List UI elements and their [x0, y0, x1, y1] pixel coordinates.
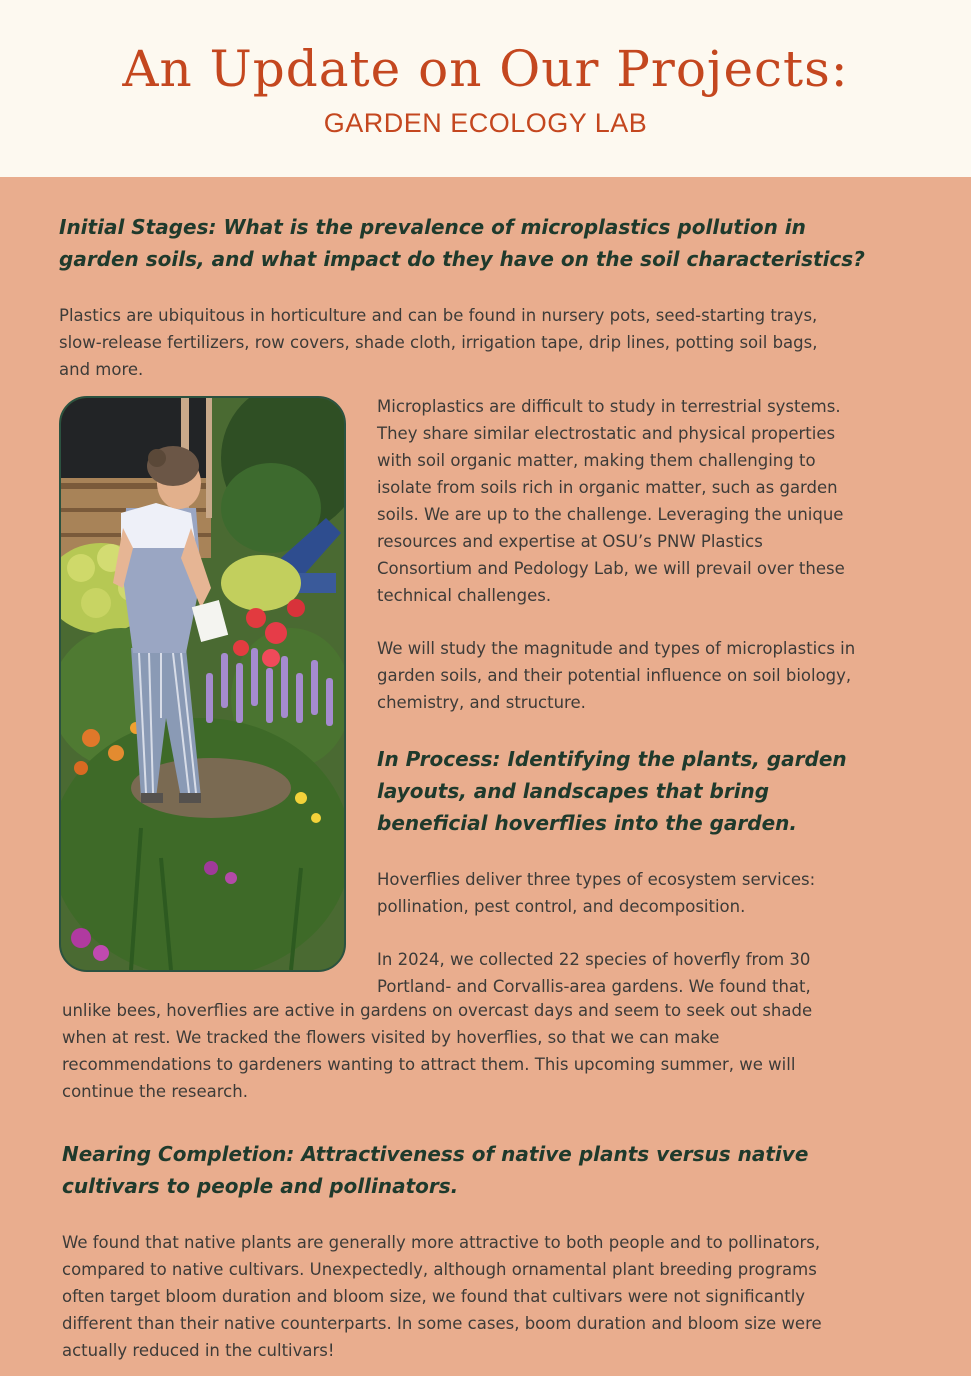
text-line: Microplastics are difficult to study in terrestrial systems.	[377, 397, 841, 416]
text-line: In 2024, we collected 22 species of hoverfly from 30	[377, 950, 811, 969]
text-line: Portland- and Corvallis-area gardens. We found that,	[377, 977, 811, 996]
garden-photo	[59, 396, 346, 972]
native-cultivars-paragraph	[62, 1229, 957, 1364]
text-line: We will study the magnitude and types of microplastics in	[377, 639, 856, 658]
in-process-heading	[377, 743, 957, 839]
text-line: pollination, pest control, and decomposition.	[377, 897, 746, 916]
initial-stages-heading	[59, 211, 959, 275]
text-line: often target bloom duration and bloom size, we found that cultivars were not significantly	[62, 1287, 806, 1306]
heading-line: Nearing Completion: Attractiveness of native plants versus native	[62, 1142, 809, 1166]
microplastics-paragraph-2	[377, 635, 957, 716]
initial-intro-paragraph	[59, 302, 949, 383]
text-line: chemistry, and structure.	[377, 693, 586, 712]
intro-line-3: and more.	[59, 360, 144, 379]
heading-line: layouts, and landscapes that bring	[377, 779, 770, 803]
heading-line: beneficial hoverflies into the garden.	[377, 811, 797, 835]
page-title: An Update on Our Projects:	[122, 40, 849, 98]
text-line: with soil organic matter, making them challenging to	[377, 451, 816, 470]
text-line: soils. We are up to the challenge. Leveraging the unique	[377, 505, 844, 524]
heading-line: In Process: Identifying the plants, garden	[377, 747, 847, 771]
text-line: recommendations to gardeners wanting to attract them. This upcoming summer, we will	[62, 1055, 796, 1074]
text-line: different than their native counterparts. In some cases, boom duration and bloom size were	[62, 1314, 822, 1333]
text-line: continue the research.	[62, 1082, 248, 1101]
intro-line-2: slow-release fertilizers, row covers, shade cloth, irrigation tape, drip lines, potting soil bags,	[59, 333, 818, 352]
intro-line-1: Plastics are ubiquitous in horticulture and can be found in nursery pots, seed-starting trays,	[59, 306, 818, 325]
page-subtitle: GARDEN ECOLOGY LAB	[323, 108, 648, 138]
text-line: resources and expertise at OSU’s PNW Plastics	[377, 532, 763, 551]
text-line: compared to native cultivars. Unexpectedly, although ornamental plant breeding programs	[62, 1260, 817, 1279]
hoverfly-findings-paragraph-bottom	[62, 997, 952, 1105]
text-line: unlike bees, hoverflies are active in gardens on overcast days and seem to seek out shade	[62, 1001, 813, 1020]
text-line: actually reduced in the cultivars!	[62, 1341, 335, 1360]
text-line: Consortium and Pedology Lab, we will prevail over these	[377, 559, 845, 578]
nearing-completion-heading	[62, 1138, 952, 1202]
text-line: We found that native plants are generally more attractive to both people and to pollinators,	[62, 1233, 821, 1252]
initial-heading-line-2: garden soils, and what impact do they have on the soil characteristics?	[59, 247, 865, 271]
text-line: technical challenges.	[377, 586, 552, 605]
text-line: They share similar electrostatic and physical properties	[377, 424, 836, 443]
hoverfly-findings-paragraph-top	[377, 946, 957, 1000]
initial-heading-line-1: Initial Stages: What is the prevalence of microplastics pollution in	[59, 215, 806, 239]
hoverfly-services-paragraph	[377, 866, 957, 920]
header-banner	[0, 0, 971, 177]
text-line: when at rest. We tracked the flowers visited by hoverflies, so that we can make	[62, 1028, 720, 1047]
heading-line: cultivars to people and pollinators.	[62, 1174, 459, 1198]
text-line: Hoverflies deliver three types of ecosystem services:	[377, 870, 816, 889]
microplastics-paragraph-1	[377, 393, 957, 609]
text-line: isolate from soils rich in organic matter, such as garden	[377, 478, 838, 497]
text-line: garden soils, and their potential influence on soil biology,	[377, 666, 852, 685]
garden-photo-illustration	[61, 398, 344, 970]
